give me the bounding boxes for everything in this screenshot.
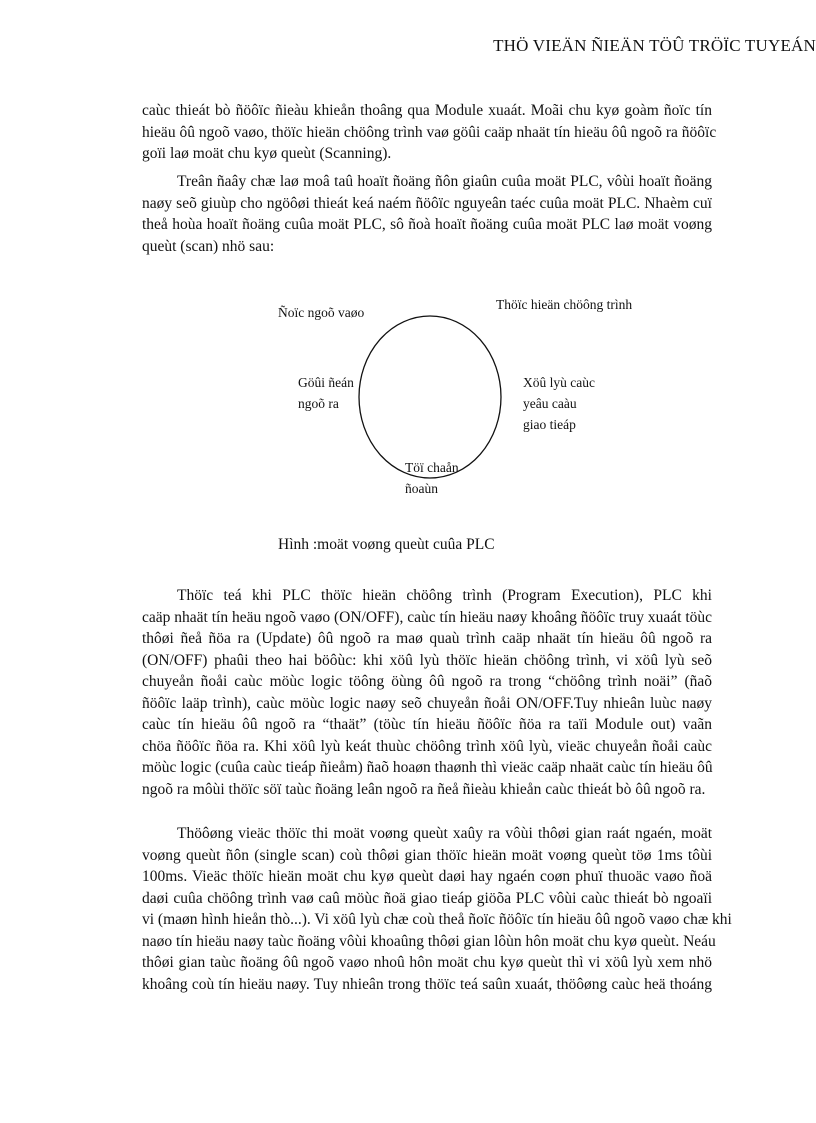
text-line: hieäu ôû ngoõ vaøo, thöïc hieän chöông trình vaø göûi caäp nhaät tín hieäu ôû ngoõ ra ñöôïc [142, 123, 717, 141]
label-line: Töï chaån [405, 460, 459, 475]
text-line: goïi laø moät chu kyø queùt (Scanning). [142, 145, 392, 162]
label-line: Göûi ñeán [298, 375, 354, 390]
text-line: naøo tín hieäu naøy taùc ñoäng vôùi khoaûng thôøi gian lôùn hôn moät chu kyø queùt. Neáu [142, 932, 716, 950]
text-line: daøi cuûa chöông trình vaø caû möùc ñoä giao tieáp giöõa PLC vôùi caùc thieát bò ngoaïi [142, 889, 712, 907]
text-line: Treân ñaây chæ laø moâ taû hoaït ñoäng ñôn giaûn cuûa moät PLC, vôùi hoaït ñoäng [177, 173, 712, 190]
text-line: naøy seõ giuùp cho ngöôøi thieát keá naém ñöôïc nguyeân taéc cuûa moät PLC. Nhaèm cuï [142, 194, 712, 212]
diagram-label-self-check [405, 457, 459, 499]
text-line: thôøi gian taùc ñoäng ôû ngoõ vaøo nhoû hôn moät chu kyø queùt thì vi xöû lyù xem nhö [142, 954, 712, 971]
paragraph-program-execution [142, 585, 712, 800]
text-line: theå hoùa hoaït ñoäng cuûa moät PLC, sô ñoà hoaït ñoäng cuûa moät PLC laø moät voøng [142, 216, 712, 233]
page-header-title: THÖ VIEÄN ÑIEÄN TÖÛ TRÖÏC TUYEÁN [493, 36, 816, 55]
figure-caption: Hình :moät voøng queùt cuûa PLC [278, 536, 495, 553]
text-line: vi (maøn hình hieån thò...). Vi xöû lyù chæ coù theå ñoïc ñöôïc tín hieäu ôû ngoõ vaøo chæ khi [142, 911, 732, 928]
paragraph-scan-intro [142, 171, 712, 257]
label-line: Xöû lyù caùc [523, 375, 595, 390]
label-line: giao tieáp [523, 417, 576, 432]
text-line: khoâng coù tín hieäu naøy. Tuy nhieân trong thöïc teá saûn xuaát, thöôøng caùc heä thoáng [142, 975, 712, 993]
text-line: (ON/OFF) phaûi theo hai böôùc: khi xöû lyù thöïc hieän chöông trình, vi xöû lyù seõ [142, 651, 712, 669]
text-line: 100ms. Vieäc thöïc hieän moät chu kyø queùt daøi hay ngaén coøn phuï thuoäc vaøo ñoä [142, 868, 712, 885]
label-line: ñoaùn [405, 481, 438, 496]
intro-paragraph [142, 100, 717, 165]
text-line: Thöôøng vieäc thöïc thi moät voøng queùt xaûy ra vôùi thôøi gian raát ngaén, moät [177, 825, 712, 842]
text-line: caùc tín hieäu ôû ngoõ ra “thaät” (töùc tín hieäu ñöôïc ñöa ra taïi Module out) vaãn [142, 716, 712, 733]
text-line: voøng queùt ñôn (single scan) coù thôøi gian thöïc hieän moät voøng queùt töø 1ms tôùi [142, 846, 712, 864]
label-line: yeâu caàu [523, 396, 577, 411]
text-line: Thöïc teá khi PLC thöïc hieän chöông trình (Program Execution), PLC khi [177, 587, 712, 604]
text-line: ngoõ ra môùi thöïc söï taùc ñoäng leân ngoõ ra ñeå ñieàu khieån caùc thieát bò ôû ngoõ ra. [142, 780, 706, 798]
text-line: chuyeån ñoåi caùc möùc logic töông öùng ôû ngoõ ra trong “chöông trình noäi” (ñaõ [142, 673, 712, 690]
text-line: caäp nhaät tín heäu ngoõ vaøo (ON/OFF), caùc tín hieäu naøy khoâng ñöôïc truy xuaát töùc [142, 608, 712, 626]
text-line: chöa ñöôïc ñöa ra. Khi xöû lyù keát thuùc chöông trình xöû lyù, vieäc chuyeån ñoåi caùc [142, 737, 712, 755]
text-line: queùt (scan) nhö sau: [142, 237, 275, 255]
text-line: möùc logic (cuûa caùc tieáp ñieåm) ñaõ hoaøn thaønh thì vieäc caäp nhaät caùc tín hieäu ôû [142, 759, 713, 776]
diagram-label-communication [523, 372, 595, 435]
label-line: ngoõ ra [298, 396, 339, 411]
text-line: thôøi ñeå ñöa ra (Update) ôû ngoõ ra maø quaù trình caäp nhaät tín hieäu ôû ngoõ ra [142, 630, 712, 647]
diagram-label-input-read: Ñoïc ngoõ vaøo [278, 305, 365, 320]
text-line: caùc thieát bò ñöôïc ñieàu khieån thoâng qua Module xuaát. Moãi chu kyø goàm ñoïc tín [142, 102, 712, 119]
paragraph-scan-time [142, 823, 732, 995]
diagram-label-output-send [298, 372, 354, 414]
diagram-label-program-execution: Thöïc hieän chöông trình [496, 297, 633, 312]
text-line: ñöôïc laäp trình), caùc möùc logic naøy seõ chuyeån ñoåi ON/OFF.Tuy nhieân luùc naøy [142, 694, 712, 712]
